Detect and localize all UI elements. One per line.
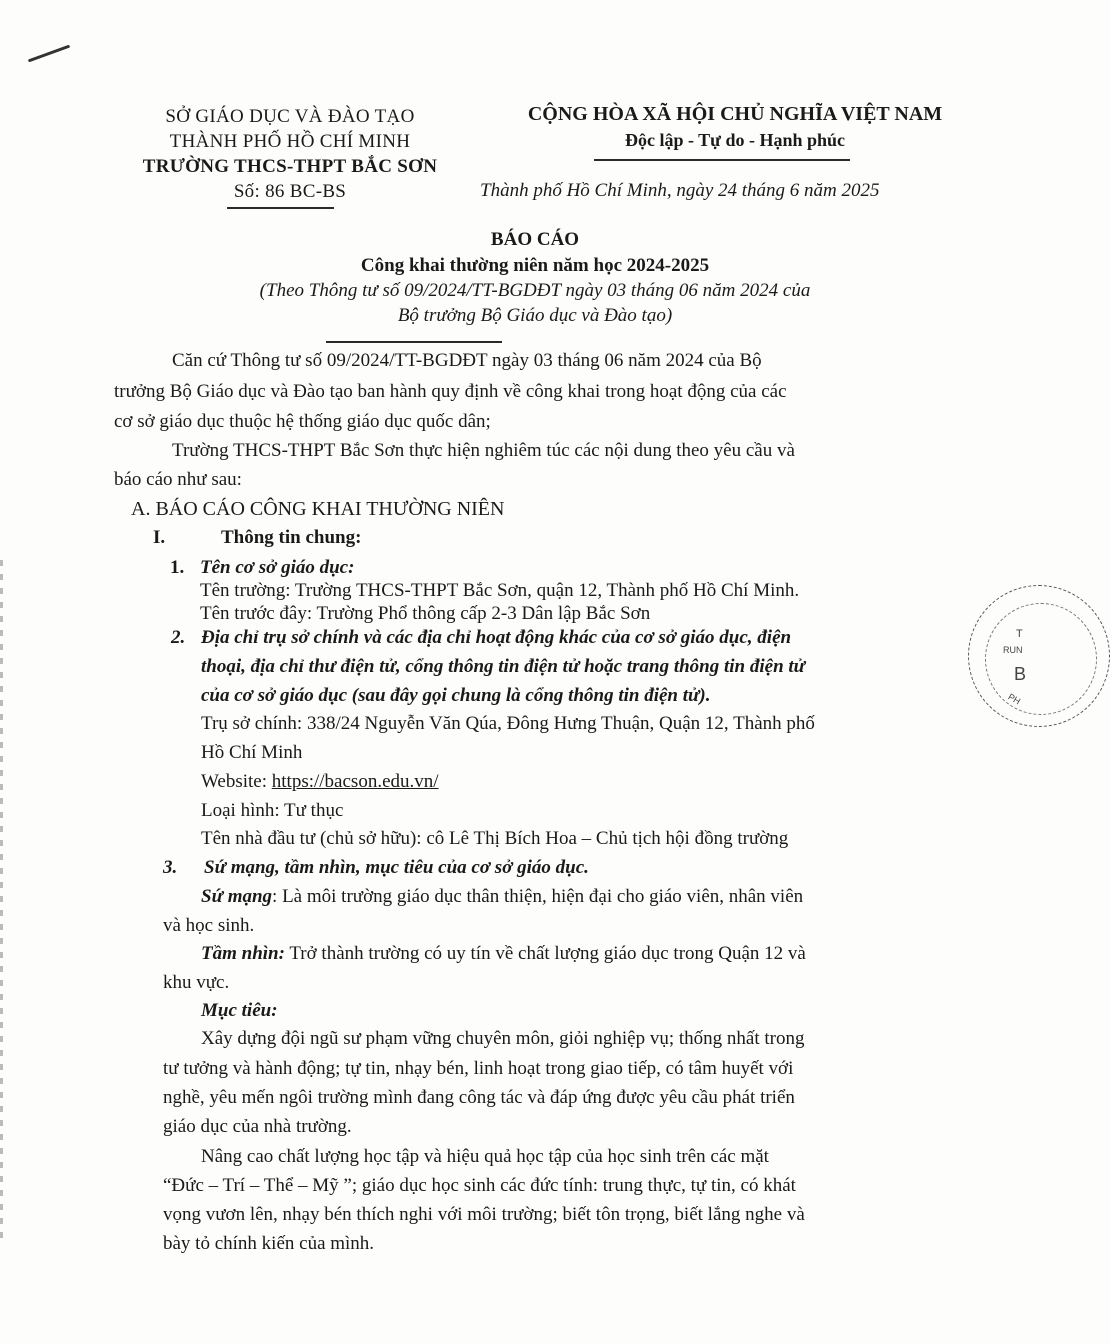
goal-paragraph-1-line3: nghề, yêu mến ngôi trường mình đang công tác và đáp ứng được yêu cầu phát triển [163, 1087, 795, 1108]
mission-line1: Sứ mạng: Là môi trường giáo dục thân thiện, hiện đại cho giáo viên, nhân viên [201, 886, 804, 907]
intro-paragraph-1-line3: cơ sở giáo dục thuộc hệ thống giáo dục quốc dân; [114, 411, 491, 432]
vision-label: Tầm nhìn: [201, 943, 285, 964]
stamp-text-2: RUN [1003, 645, 1023, 655]
goal-paragraph-1-line2: tư tưởng và hành động; tự tin, nhạy bén, linh hoạt trong giao tiếp, có tâm huyết với [163, 1058, 794, 1079]
goal-paragraph-1-line1: Xây dựng đội ngũ sư phạm vững chuyên môn, giỏi nghiệp vụ; thống nhất trong [201, 1028, 805, 1049]
school-name: TRƯỜNG THCS-THPT BẮC SƠN [142, 156, 438, 177]
goal-paragraph-1-line4: giáo dục của nhà trường. [163, 1116, 352, 1137]
item3-number: 3. [163, 857, 178, 878]
former-name-line: Tên trước đây: Trường Phổ thông cấp 2-3 Dân lập Bắc Sơn [200, 603, 651, 624]
item2-title-line3: của cơ sở giáo dục (sau đây gọi chung là cổng thông tin điện tử). [201, 685, 711, 706]
section-roman-number: I. [153, 527, 166, 548]
school-name-line: Tên trường: Trường THCS-THPT Bắc Sơn, quận 12, Thành phố Hồ Chí Minh. [200, 580, 800, 601]
vision-line2: khu vực. [163, 972, 230, 993]
investor-line: Tên nhà đầu tư (chủ sở hữu): cô Lê Thị Bích Hoa – Chủ tịch hội đồng trường [201, 828, 789, 849]
title-rule [326, 341, 502, 343]
goal-paragraph-2-line4: bày tỏ chính kiến của mình. [163, 1233, 375, 1254]
item2-title-line1: Địa chỉ trụ sở chính và các địa chỉ hoạt động khác của cơ sở giáo dục, điện [201, 627, 792, 648]
intro-paragraph-2-line1: Trường THCS-THPT Bắc Sơn thực hiện nghiêm túc các nội dung theo yêu cầu và [172, 440, 795, 461]
section-general-info-title: Thông tin chung: [221, 527, 362, 548]
item1-title: Tên cơ sở giáo dục: [200, 557, 355, 578]
goal-paragraph-2-line3: vọng vươn lên, nhạy bén thích nghi với môi trường; biết tôn trọng, biết lắng nghe và [163, 1204, 805, 1225]
mission-line2: và học sinh. [163, 915, 255, 936]
goal-paragraph-2-line1: Nâng cao chất lượng học tập và hiệu quả học tập của học sinh trên các mặt [201, 1146, 769, 1167]
document-number: Số: 86 BC-BS [233, 181, 347, 202]
header-right-rule [594, 159, 850, 161]
intro-paragraph-1-line1: Căn cứ Thông tư số 09/2024/TT-BGDĐT ngày 03 tháng 06 năm 2024 của Bộ [172, 350, 762, 371]
item2-title-line2: thoại, địa chỉ thư điện tử, cổng thông tin điện tử hoặc trang thông tin điện tử [201, 656, 806, 677]
address-line1: Trụ sở chính: 338/24 Nguyễn Văn Qúa, Đông Hưng Thuận, Quận 12, Thành phố [201, 713, 815, 734]
pen-mark [28, 45, 70, 63]
header-left-rule [227, 207, 334, 209]
item1-number: 1. [170, 557, 185, 578]
intro-paragraph-2-line2: báo cáo như sau: [114, 469, 242, 490]
school-stamp-inner-ring [985, 603, 1097, 715]
report-reference-line2: Bộ trưởng Bộ Giáo dục và Đào tạo) [397, 305, 673, 326]
city-name: THÀNH PHỐ HỒ CHÍ MINH [169, 131, 411, 152]
school-type-line: Loại hình: Tư thục [201, 800, 344, 821]
report-title: BÁO CÁO [490, 229, 580, 250]
mission-label: Sứ mạng [201, 886, 273, 907]
country-name: CỘNG HÒA XÃ HỘI CHỦ NGHĨA VIỆT NAM [527, 103, 943, 125]
motto: Độc lập - Tự do - Hạnh phúc [624, 130, 846, 150]
stamp-text-4: PH [1006, 691, 1023, 707]
intro-paragraph-1-line2: trưởng Bộ Giáo dục và Đào tạo ban hành quy định về công khai trong hoạt động của các [114, 381, 787, 402]
website-label: Website: [201, 771, 272, 792]
scan-edge [0, 560, 3, 1240]
department-name: SỞ GIÁO DỤC VÀ ĐÀO TẠO [165, 106, 415, 127]
document-date: Thành phố Hồ Chí Minh, ngày 24 tháng 6 năm 2025 [480, 180, 880, 201]
section-a-heading: A. BÁO CÁO CÔNG KHAI THƯỜNG NIÊN [131, 498, 505, 520]
report-subtitle: Công khai thường niên năm học 2024-2025 [360, 255, 710, 276]
goal-paragraph-2-line2: “Đức – Trí – Thể – Mỹ ”; giáo dục học sinh các đức tính: trung thực, tự tin, có khát [163, 1175, 796, 1196]
goal-label: Mục tiêu: [201, 1000, 278, 1021]
item2-number: 2. [171, 627, 186, 648]
address-line2: Hồ Chí Minh [201, 742, 303, 763]
vision-line1: Tầm nhìn: Trở thành trường có uy tín về chất lượng giáo dục trong Quận 12 và [201, 943, 806, 964]
stamp-text-1: T [1016, 628, 1023, 640]
website-link[interactable]: https://bacson.edu.vn/ [271, 771, 439, 792]
stamp-text-3: B [1014, 664, 1027, 684]
item3-title: Sứ mạng, tầm nhìn, mục tiêu của cơ sở giáo dục. [204, 857, 589, 878]
report-reference-line1: (Theo Thông tư số 09/2024/TT-BGDĐT ngày 03 tháng 06 năm 2024 của [259, 280, 811, 301]
website-line [201, 771, 439, 793]
